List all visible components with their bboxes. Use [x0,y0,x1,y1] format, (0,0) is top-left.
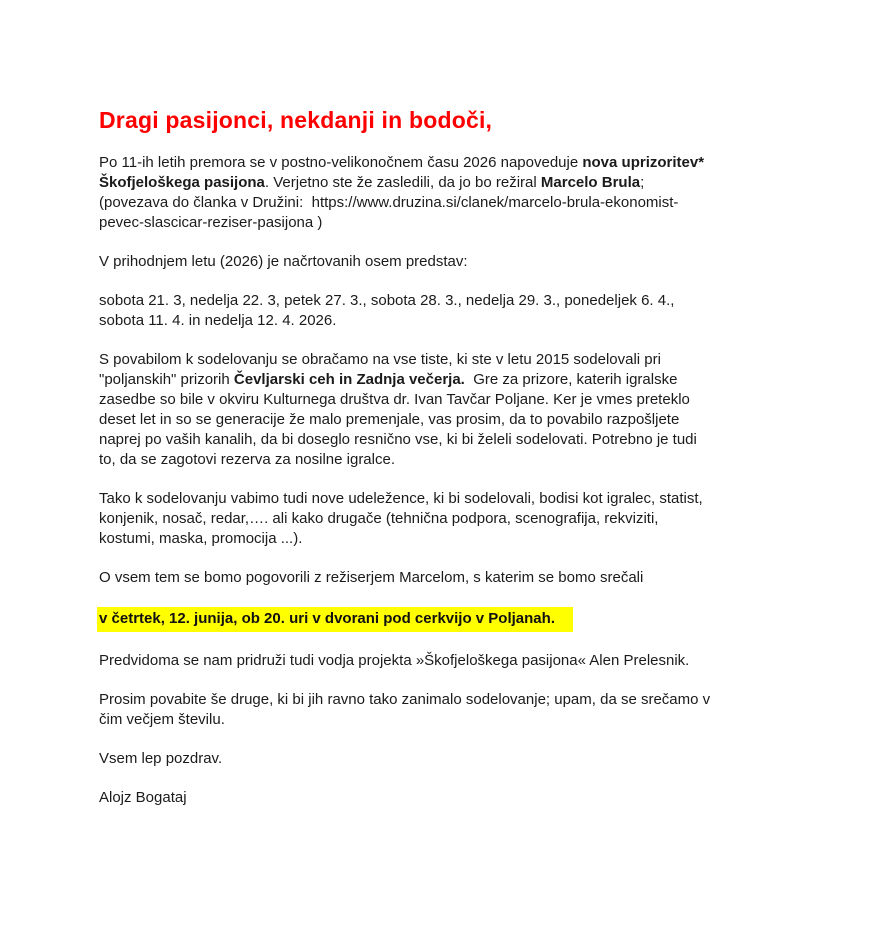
text-run-bold: Škofjeloškega pasijona [99,174,265,191]
paragraph-schedule-dates [99,291,805,331]
text-run: deset let in so se generacije že malo premenjale, vas prosim, da to povabilo razpošljete [99,411,680,428]
text-run: sobota 21. 3, nedelja 22. 3, petek 27. 3., sobota 28. 3., nedelja 29. 3., ponedeljek 6. 4., [99,292,675,309]
text-run: Vsem lep pozdrav. [99,750,223,767]
text-run: ; [640,174,645,191]
text-run: Alojz Bogataj [99,789,187,806]
closing-line [99,749,805,769]
meeting-highlight-text: v četrtek, 12. junija, ob 20. uri v dvorani pod cerkvijo v Poljanah. [97,607,573,632]
text-run: zasedbe so bile v okviru Kulturnega društva dr. Ivan Tavčar Poljane. Ker je vmes preteklo [99,391,690,408]
text-run: sobota 11. 4. in nedelja 12. 4. 2026. [99,312,337,329]
text-run: kostumi, maska, promocija ...). [99,530,303,547]
text-run: Gre za prizore, katerih igralske [464,371,678,388]
text-run-bold: Čevljarski ceh in Zadnja večerja. [233,371,465,388]
text-run: Prosim povabite še druge, ki bi jih ravno tako zanimalo sodelovanje; upam, da se srečamo v [99,691,711,708]
article-url-text: (povezava do članka v Družini: https://www.druzina.si/clanek/marcelo-brula-ekonomist- [99,194,679,211]
paragraph-spread-word [99,690,805,730]
text-run: S povabilom k sodelovanju se obračamo na vse tiste, ki ste v letu 2015 sodelovali pri [99,351,661,368]
text-run: . Verjetno ste že zasledili, da jo bo režiral [264,174,541,191]
article-url-text: pevec-slascicar-reziser-pasijona ) [99,214,323,231]
paragraph-invitation-2015 [99,350,805,470]
text-run: to, da se zagotovi rezerva za nosilne igralce. [99,451,395,468]
text-run: "poljanskih" prizorih [99,371,234,388]
text-run: konjenik, nosač, redar,…. ali kako drugače (tehnična podpora, scenografija, rekviziti, [99,510,659,527]
paragraph-new-participants [99,489,805,549]
paragraph-announcement [99,153,805,233]
paragraph-schedule-intro [99,252,805,272]
paragraph-project-leader [99,651,805,671]
text-run: Tako k sodelovanju vabimo tudi nove udeležence, ki bi sodelovali, bodisi kot igralec, statist, [99,490,703,507]
signature [99,788,805,808]
text-run: Predvidoma se nam pridruži tudi vodja projekta »Škofjeloškega pasijona« Alen Prelesnik. [99,652,690,669]
letter-heading: Dragi pasijonci, nekdanji in bodoči, [99,107,493,133]
text-run: V prihodnjem letu (2026) je načrtovanih osem predstav: [99,253,468,270]
text-run: O vsem tem se bomo pogovorili z režiserjem Marcelom, s katerim se bomo srečali [99,569,644,586]
meeting-highlight-row [99,607,805,632]
text-run: čim večjem številu. [99,711,225,728]
text-run: naprej po vaših kanalih, da bi doseglo resnično vse, ki bi želeli sodelovati. Potrebno je tudi [99,431,697,448]
paragraph-meeting-intro [99,568,805,588]
text-run: Po 11-ih letih premora se v postno-velikonočnem času 2026 napoveduje [99,154,583,171]
text-run-bold: Marcelo Brula [540,174,641,191]
text-run-bold: nova uprizoritev* [582,154,705,171]
